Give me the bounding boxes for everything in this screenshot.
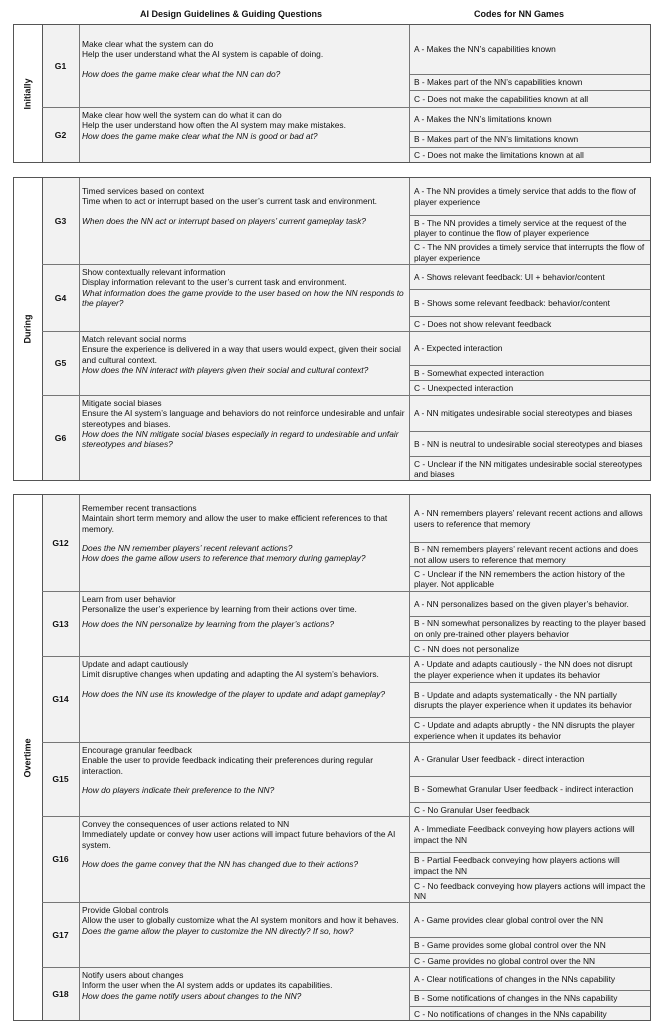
- guideline-id: G2: [42, 108, 80, 162]
- guideline-title: Make clear what the system can do: [82, 39, 214, 49]
- guideline-description: Time when to act or interrupt based on the user’s current task and environment.: [82, 196, 377, 207]
- guideline-text: [79, 25, 410, 107]
- guideline-id: G6: [42, 396, 80, 480]
- code-c: C - Does not make the limitations known at all: [410, 147, 650, 163]
- guideline-g3: [42, 178, 650, 264]
- code-list: [410, 657, 650, 742]
- code-c: C - Does not show relevant feedback: [410, 316, 650, 332]
- guideline-description: Enable the user to provide feedback indicating their preferences during regular interaction.: [82, 755, 373, 776]
- guideline-id: G5: [42, 332, 80, 395]
- guiding-question: What information does the game provide to the user based on how the NN responds to the player?: [82, 287, 404, 308]
- code-b: B - The NN provides a timely service at the request of the player to continue the flow of player experience: [410, 215, 650, 240]
- code-list: [410, 178, 650, 264]
- guideline-text: [79, 817, 410, 902]
- guideline-description: Ensure the experience is delivered in a way that users would expect, given their social and cultural context.: [82, 344, 401, 365]
- guideline-title: Mitigate social biases: [82, 398, 162, 408]
- code-list: [410, 265, 650, 331]
- guideline-g13: [42, 591, 650, 656]
- guideline-description: Help the user understand what the AI system is capable of doing.: [82, 49, 324, 60]
- section-label-overtime: Overtime: [14, 495, 43, 1020]
- code-a: A - NN personalizes based on the given player’s behavior.: [414, 598, 629, 609]
- guideline-text: [79, 265, 410, 331]
- guideline-title: Show contextually relevant information: [82, 267, 226, 277]
- section-overtime: [13, 494, 651, 1021]
- code-list: [410, 495, 650, 591]
- guideline-g5: [42, 331, 650, 395]
- code-a: A - Game provides clear global control over the NN: [414, 914, 603, 925]
- code-a: A - The NN provides a timely service that adds to the flow of player experience: [414, 186, 636, 207]
- guideline-description: Allow the user to globally customize what the AI system monitors and how it behaves.: [82, 915, 399, 926]
- guiding-question: How does the NN use its knowledge of the player to update and adapt gameplay?: [82, 688, 386, 699]
- guideline-title: Remember recent transactions: [82, 503, 197, 513]
- guiding-question: How does the game make clear what the NN can do?: [82, 68, 281, 79]
- guideline-text: [79, 657, 410, 742]
- code-list: [410, 743, 650, 816]
- guideline-description: Help the user understand how often the AI system may make mistakes.: [82, 120, 346, 131]
- guiding-question: Does the game allow the player to customize the NN directly? If so, how?: [82, 925, 354, 936]
- guideline-title: Timed services based on context: [82, 186, 205, 196]
- code-c: C - Unclear if the NN remembers the action history of the player. Not applicable: [410, 566, 650, 591]
- guideline-id: G12: [42, 495, 80, 591]
- code-a: A - NN mitigates undesirable social stereotypes and biases: [414, 408, 633, 419]
- code-b: B - Somewhat expected interaction: [410, 365, 650, 380]
- guiding-question: How does the game make clear what the NN is good or bad at?: [82, 130, 318, 141]
- guideline-g18: [42, 967, 650, 1020]
- guideline-text: [79, 592, 410, 656]
- guiding-question: How does the game notify users about changes to the NN?: [82, 990, 302, 1001]
- code-c: C - NN does not personalize: [410, 640, 650, 657]
- guiding-question-2: How does the game allow users to reference that memory during gameplay?: [82, 553, 366, 563]
- guideline-id: G16: [42, 817, 80, 902]
- guiding-question: How does the NN interact with players given their social and cultural context?: [82, 364, 369, 375]
- code-b: B - Game provides some global control over the NN: [410, 937, 650, 953]
- code-list: [410, 332, 650, 395]
- guideline-text: [79, 332, 410, 395]
- guideline-id: G18: [42, 968, 80, 1020]
- guideline-title: Match relevant social norms: [82, 334, 187, 344]
- guideline-id: G15: [42, 743, 80, 816]
- guiding-question: How do players indicate their preference to the NN?: [82, 784, 275, 795]
- code-b: B - Some notifications of changes in the NNs capability: [410, 990, 650, 1006]
- code-c: C - Update and adapts abruptly - the NN disrupts the player experience when it updates its behavior: [410, 717, 650, 743]
- guideline-text: [79, 903, 410, 967]
- code-list: [410, 592, 650, 656]
- guidelines-column-header: AI Design Guidelines & Guiding Questions: [140, 9, 323, 19]
- guideline-g12: [42, 495, 650, 591]
- guideline-title: Encourage granular feedback: [82, 745, 192, 755]
- code-b: B - Makes part of the NN’s limitations known: [410, 131, 650, 147]
- code-b: B - Makes part of the NN’s capabilities known: [410, 74, 650, 90]
- guideline-text: [79, 968, 410, 1020]
- code-c: C - Does not make the capabilities known at all: [410, 90, 650, 107]
- code-list: [410, 968, 650, 1020]
- codes-column-header: Codes for NN Games: [474, 9, 565, 19]
- code-list: [410, 817, 650, 902]
- guideline-description: Limit disruptive changes when updating and adapting the AI system’s behaviors.: [82, 669, 379, 680]
- guiding-question: Does the NN remember players’ recent relevant actions?: [82, 542, 293, 553]
- code-b: B - Somewhat Granular User feedback - indirect interaction: [410, 776, 650, 802]
- code-b: B - Shows some relevant feedback: behavior/content: [410, 289, 650, 316]
- code-a: A - Update and adapts cautiously - the NN does not disrupt the player experience when it updates its behavior: [414, 659, 633, 680]
- code-a: A - Clear notifications of changes in the NNs capability: [414, 973, 616, 984]
- guideline-text: [79, 178, 410, 264]
- code-list: [410, 108, 650, 162]
- guiding-question: How does the game convey that the NN has changed due to their actions?: [82, 858, 359, 869]
- guideline-id: G3: [42, 178, 80, 264]
- guideline-g15: [42, 742, 650, 816]
- code-a: A - Makes the NN’s limitations known: [414, 114, 552, 125]
- guideline-id: G1: [42, 25, 80, 107]
- code-b: B - Update and adapts systematically - the NN partially disrupts the player experience when it updates its behavior: [410, 682, 650, 717]
- guideline-id: G13: [42, 592, 80, 656]
- guideline-description: Immediately update or convey how user actions will impact future behaviors of the AI system.: [82, 829, 396, 850]
- code-a: A - Makes the NN’s capabilities known: [414, 44, 556, 55]
- code-a: A - Granular User feedback - direct interaction: [414, 754, 585, 765]
- code-c: C - Game provides no global control over the NN: [410, 953, 650, 968]
- guiding-question: How does the NN mitigate social biases especially in regard to undesirable and unfair stereotypes and biases?: [82, 428, 399, 449]
- guideline-title: Learn from user behavior: [82, 594, 176, 604]
- guideline-g4: [42, 264, 650, 331]
- code-c: C - No notifications of changes in the NNs capability: [410, 1006, 650, 1021]
- guideline-g16: [42, 816, 650, 902]
- code-b: B - NN somewhat personalizes by reacting to the player based on only pre-trained other players behavior: [410, 616, 650, 640]
- code-a: A - NN remembers players’ relevant recent actions and allows users to reference that memory: [414, 508, 643, 529]
- section-label-during: During: [14, 178, 43, 480]
- code-c: C - The NN provides a timely service that interrupts the flow of player experience: [410, 240, 650, 264]
- code-list: [410, 903, 650, 967]
- guideline-id: G4: [42, 265, 80, 331]
- guideline-title: Make clear how well the system can do what it can do: [82, 110, 282, 120]
- guideline-text: [79, 396, 410, 480]
- code-c: C - Unclear if the NN mitigates undesirable social stereotypes and biases: [410, 456, 650, 481]
- guideline-title: Update and adapt cautiously: [82, 659, 189, 669]
- code-a: A - Expected interaction: [414, 343, 503, 354]
- code-b: B - NN is neutral to undesirable social stereotypes and biases: [410, 431, 650, 456]
- guideline-id: G14: [42, 657, 80, 742]
- guideline-description: Inform the user when the AI system adds or updates its capabilities.: [82, 980, 333, 991]
- guideline-text: [79, 495, 410, 591]
- code-c: C - No feedback conveying how players actions will impact the NN: [410, 878, 650, 903]
- guideline-g2: [42, 107, 650, 162]
- guideline-description: Personalize the user’s experience by learning from their actions over time.: [82, 604, 357, 615]
- guideline-description: Maintain short term memory and allow the user to make efficient references to that memory.: [82, 513, 388, 534]
- code-list: [410, 25, 650, 107]
- guideline-g17: [42, 902, 650, 967]
- code-c: C - No Granular User feedback: [410, 802, 650, 817]
- guiding-question: When does the NN act or interrupt based on players’ current gameplay task?: [82, 215, 366, 226]
- guideline-g6: [42, 395, 650, 480]
- code-list: [410, 396, 650, 480]
- guiding-question: How does the NN personalize by learning from the player’s actions?: [82, 618, 335, 629]
- code-c: C - Unexpected interaction: [410, 380, 650, 396]
- guideline-id: G17: [42, 903, 80, 967]
- section-initially: [13, 24, 651, 163]
- section-during: [13, 177, 651, 481]
- guideline-title: Convey the consequences of user actions related to NN: [82, 819, 290, 829]
- guideline-text: [79, 108, 410, 162]
- guideline-g1: [42, 25, 650, 107]
- guideline-text: [79, 743, 410, 816]
- guideline-title: Notify users about changes: [82, 970, 184, 980]
- code-b: B - Partial Feedback conveying how players actions will impact the NN: [410, 852, 650, 878]
- section-label-initially: Initially: [14, 25, 43, 162]
- code-a: A - Immediate Feedback conveying how players actions will impact the NN: [414, 824, 635, 845]
- code-a: A - Shows relevant feedback: UI + behavior/content: [414, 271, 605, 282]
- guideline-title: Provide Global controls: [82, 905, 169, 915]
- guideline-description: Ensure the AI system’s language and behaviors do not reinforce undesirable and unfair stereotypes and biases.: [82, 408, 405, 429]
- code-b: B - NN remembers players’ relevant recent actions and does not allow users to reference that memory: [410, 542, 650, 566]
- guideline-g14: [42, 656, 650, 742]
- guideline-description: Display information relevant to the user’s current task and environment.: [82, 277, 347, 288]
